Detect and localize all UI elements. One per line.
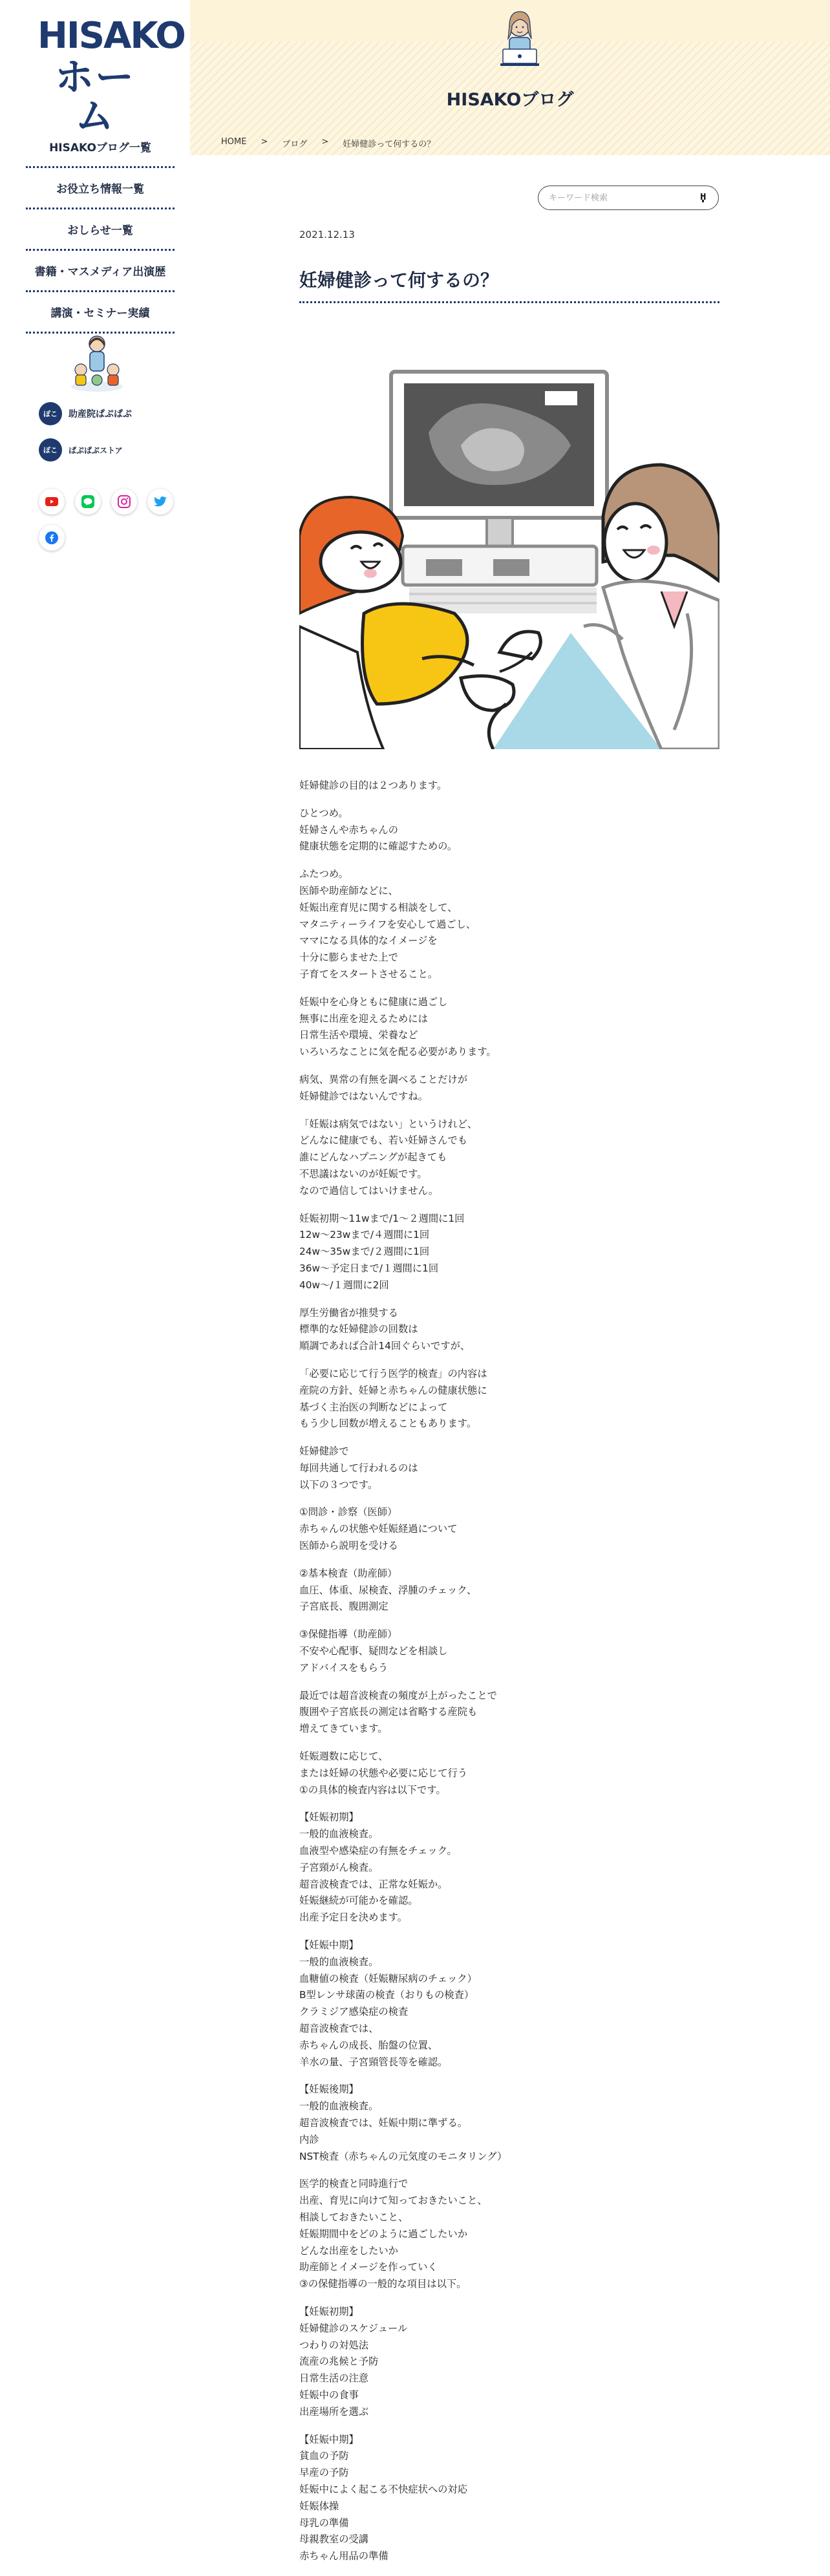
paragraph: 妊婦健診で 毎回共通して行われるのは 以下の３つです。: [299, 1445, 418, 1491]
paragraph: 【妊娠初期】 一般的血液検査。 血液型や感染症の有無をチェック。 子宮頸がん検査。 超音波検査では、正常な妊娠か。 妊娠継続が可能かを確認。 出産予定日を決めます。: [299, 1811, 457, 1924]
paragraph: 「妊娠は病気ではない」というけれど、 どんなに健康でも、若い妊婦さんでも 誰にどんなハプニングが起きても 不思議はないのが妊娠です。 なので過信してはいけません。: [299, 1118, 478, 1197]
logo-line1: HISAKO: [37, 15, 185, 57]
paragraph: 「必要に応じて行う医学的検査」の内容は 産院の方針、妊婦と赤ちゃんの健康状態に 基づく主治医の判断などによって もう少し回数が増えることもあります。: [299, 1367, 487, 1430]
nav-item-seminars[interactable]: [26, 292, 175, 334]
page-title: HISAKOブログ: [446, 90, 574, 110]
store-link-label: ぱぷぱぷストア: [69, 445, 123, 455]
post-date: 2021.12.13: [299, 229, 355, 240]
paragraph: 【妊娠中期】 貧血の予防 早産の予防 妊娠中によく起こる不快症状への対応 妊娠体操 母乳の準備 母親教室の受講 赤ちゃん用品の準備: [299, 2433, 468, 2562]
sidebar-nav: [26, 127, 175, 334]
sidebar: [0, 0, 190, 646]
store-link[interactable]: [39, 438, 123, 462]
paragraph: 病気、異常の有無を調べることだけが 妊婦健診ではないんですね。: [299, 1073, 468, 1102]
post-title: 妊婦健診って何するの？: [299, 266, 719, 303]
breadcrumb: [221, 137, 435, 149]
paragraph: 最近では超音波検査の頻度が上がったことで 腹囲や子宮底長の測定は省略する産院も 増えてきています。: [299, 1689, 497, 1735]
search-input[interactable]: [549, 193, 699, 203]
logo-line2: ホーム: [55, 55, 135, 139]
post-body: [299, 778, 719, 2565]
prenatal-checkup-illustration: [299, 368, 719, 749]
paragraph: 妊婦健診の目的は２つあります。: [299, 780, 447, 791]
paragraph: ②基本検査（助産師） 血圧、体重、尿検査、浮腫のチェック、 子宮底長、腹囲測定: [299, 1567, 477, 1613]
paragraph: 【妊娠後期】 一般的血液検査。 超音波検査では、妊娠中期に準ずる。 内診 NST検査（赤ちゃんの元気度のモニタリング）: [299, 2083, 507, 2162]
breadcrumb-separator: >: [321, 137, 329, 147]
clinic-link[interactable]: [39, 402, 132, 425]
clinic-link-label: 助産院ぱぷぱぷ: [69, 409, 132, 420]
nav-item-news[interactable]: [26, 209, 175, 251]
facebook-icon[interactable]: [39, 525, 65, 551]
nav-item-useful-info[interactable]: [26, 168, 175, 209]
nav-item-label[interactable]: 講演・セミナー実績: [50, 307, 150, 320]
paragraph: 【妊娠中期】 一般的血液検査。 血糖値の検査（妊娠糖尿病のチェック） B型レンサ球菌の検査（おりもの検査） クラミジア感染症の検査 超音波検査では、 赤ちゃんの成長、胎盤の位置、 羊水の量、子宮頸管長等を確認。: [299, 1939, 477, 2068]
paragraph: 妊娠初期〜11wまで/1〜２週間に1回 12w〜23wまで/４週間に1回 24w〜35wまで/２週間に1回 36w〜予定日まで/１週間に1回 40w〜/１週間に2回: [299, 1212, 465, 1291]
breadcrumb-separator: >: [261, 137, 268, 147]
breadcrumb-home[interactable]: HOME: [221, 137, 247, 147]
article: [299, 226, 719, 2576]
nav-item-label[interactable]: HISAKOブログ一覧: [49, 142, 151, 154]
twitter-icon[interactable]: [147, 489, 173, 515]
store-logo-icon: ぽこ: [39, 438, 62, 462]
nav-item-media[interactable]: [26, 251, 175, 292]
nav-item-label[interactable]: おしらせ一覧: [67, 224, 133, 237]
paragraph: 妊娠中を心身ともに健康に過ごし 無事に出産を迎えるためには 日常生活や環境、栄養など いろいろなことに気を配る必要があります。: [299, 995, 496, 1058]
nav-item-blog-list[interactable]: [26, 127, 175, 168]
breadcrumb-current: 妊婦健診って何するの？: [343, 140, 436, 149]
paragraph: ふたつめ。 医師や助産師などに、 妊娠出産育児に関する相談をして、 マタニティーライフを安心して過ごし、 ママになる具体的なイメージを 十分に膨らませた上で 子育てをスタートさせること。: [299, 868, 476, 980]
line-icon[interactable]: [75, 489, 101, 515]
search-icon[interactable]: [699, 193, 709, 203]
paragraph: 厚生労働省が推奨する 標準的な妊婦健診の回数は 順調であれば合計14回ぐらいですが、: [299, 1306, 471, 1352]
family-illustration-icon: [61, 330, 133, 394]
nav-item-label[interactable]: 書籍・マスメディア出演歴: [34, 266, 166, 279]
breadcrumb-blog[interactable]: ブログ: [282, 140, 308, 149]
blogger-illustration-icon: [494, 6, 546, 71]
paragraph: 医学的検査と同時進行で 出産、育児に向けて知っておきたいこと、 相談しておきたいこと、 妊娠期間中をどのように過ごしたいか どんな出産をしたいか 助産師とイメージを作っていく ③の保健指導の一般的な項目は以下。: [299, 2178, 487, 2290]
sns-links: [39, 489, 181, 551]
instagram-icon[interactable]: [111, 489, 137, 515]
paragraph: 妊娠週数に応じて、 または妊婦の状態や必要に応じて行う ①の具体的検査内容は以下です。: [299, 1751, 468, 1796]
clinic-logo-icon: ぽこ: [39, 402, 62, 425]
nav-item-label[interactable]: お役立ち情報一覧: [56, 183, 144, 196]
paragraph: 【妊娠初期】 妊婦健診のスケジュール つわりの対処法 流産の兆候と予防 日常生活の注意 妊娠中の食事 出産場所を選ぶ: [299, 2305, 408, 2418]
youtube-icon[interactable]: [39, 489, 65, 515]
paragraph: ひとつめ。 妊婦さんや赤ちゃんの 健康状態を定期的に確認すための。: [299, 807, 458, 853]
paragraph: ①問診・診察（医師） 赤ちゃんの状態や妊娠経過について 医師から説明を受ける: [299, 1506, 458, 1552]
paragraph: ③保健指導（助産師） 不安や心配事、疑問などを相談し アドバイスをもらう: [299, 1628, 448, 1674]
search-box: [538, 186, 719, 210]
site-logo[interactable]: [37, 15, 185, 139]
page-header: [190, 0, 830, 155]
